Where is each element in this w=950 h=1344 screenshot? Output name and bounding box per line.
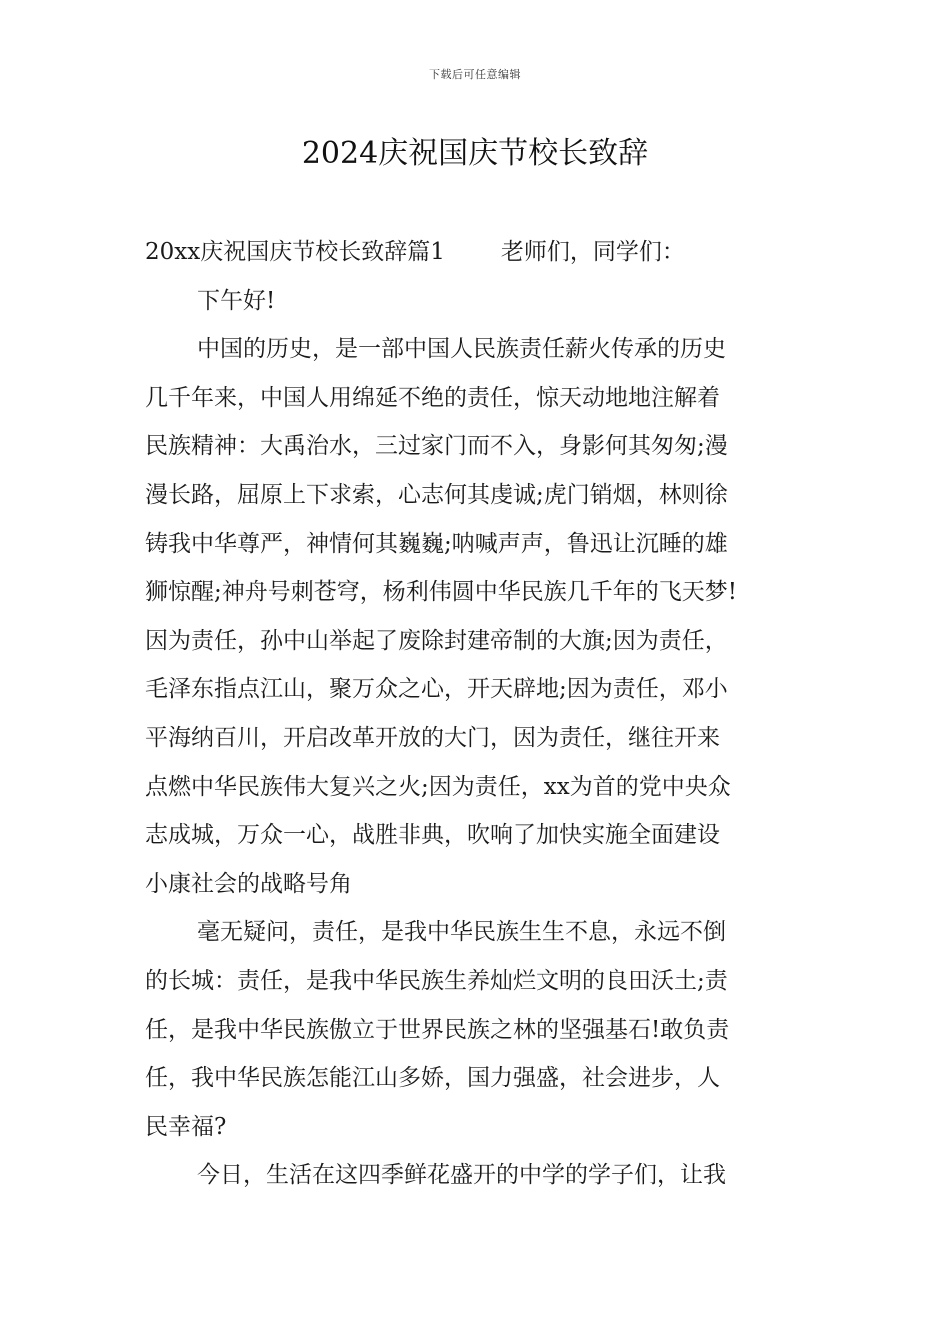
paragraph-line: 今日，生活在这四季鲜花盛开的中学的学子们，让我 — [197, 1162, 726, 1189]
paragraph-line: 毛泽东指点江山，聚万众之心，开天辟地;因为责任，邓小 — [145, 676, 728, 703]
paragraph-line: 的长城：责任，是我中华民族生养灿烂文明的良田沃土;责 — [145, 967, 728, 994]
paragraph-line: 民幸福? — [145, 1113, 227, 1140]
salutation: 老师们，同学们： — [500, 239, 685, 265]
paragraph-1 — [145, 325, 810, 908]
paragraph-line: 狮惊醒;神舟号刺苍穹，杨利伟圆中华民族几千年的飞天梦! — [145, 579, 737, 606]
paragraph-line: 平海纳百川，开启改革开放的大门，因为责任，继往开来 — [145, 724, 720, 751]
section-heading: 20xx庆祝国庆节校长致辞篇1 — [145, 239, 445, 265]
paragraph-line: 任，是我中华民族傲立于世界民族之林的坚强基石!敢负责 — [145, 1016, 730, 1043]
greeting: 下午好! — [197, 287, 276, 314]
paragraph-line: 民族精神：大禹治水，三过家门而不入，身影何其匆匆;漫 — [145, 433, 728, 460]
paragraph-line: 中国的历史，是一部中国人民族责任薪火传承的历史 — [197, 336, 726, 363]
document-title: 2024庆祝国庆节校长致辞 — [301, 136, 649, 171]
paragraph-line: 点燃中华民族伟大复兴之火;因为责任，xx为首的党中央众 — [145, 773, 731, 800]
paragraph-line: 铸我中华尊严，神情何其巍巍;呐喊声声，鲁迅让沉睡的雄 — [145, 530, 728, 557]
header-note: 下载后可任意编辑 — [429, 68, 521, 81]
paragraph-2 — [145, 908, 810, 1151]
paragraph-line: 毫无疑问，责任，是我中华民族生生不息，永远不倒 — [197, 919, 726, 946]
paragraph-line: 任，我中华民族怎能江山多娇，国力强盛，社会进步，人 — [145, 1065, 720, 1092]
paragraph-line: 小康社会的战略号角 — [145, 870, 352, 897]
paragraph-line: 因为责任，孙中山举起了废除封建帝制的大旗;因为责任， — [145, 627, 728, 654]
paragraph-line: 漫长路，屈原上下求索，心志何其虔诚;虎门销烟，林则徐 — [145, 481, 728, 508]
opening-line — [145, 228, 810, 277]
paragraph-3 — [145, 1151, 810, 1200]
document-body — [145, 228, 810, 1200]
paragraph-line: 志成城，万众一心，战胜非典，吹响了加快实施全面建设 — [145, 822, 720, 849]
paragraph-line: 几千年来，中国人用绵延不绝的责任，惊天动地地注解着 — [145, 384, 720, 411]
